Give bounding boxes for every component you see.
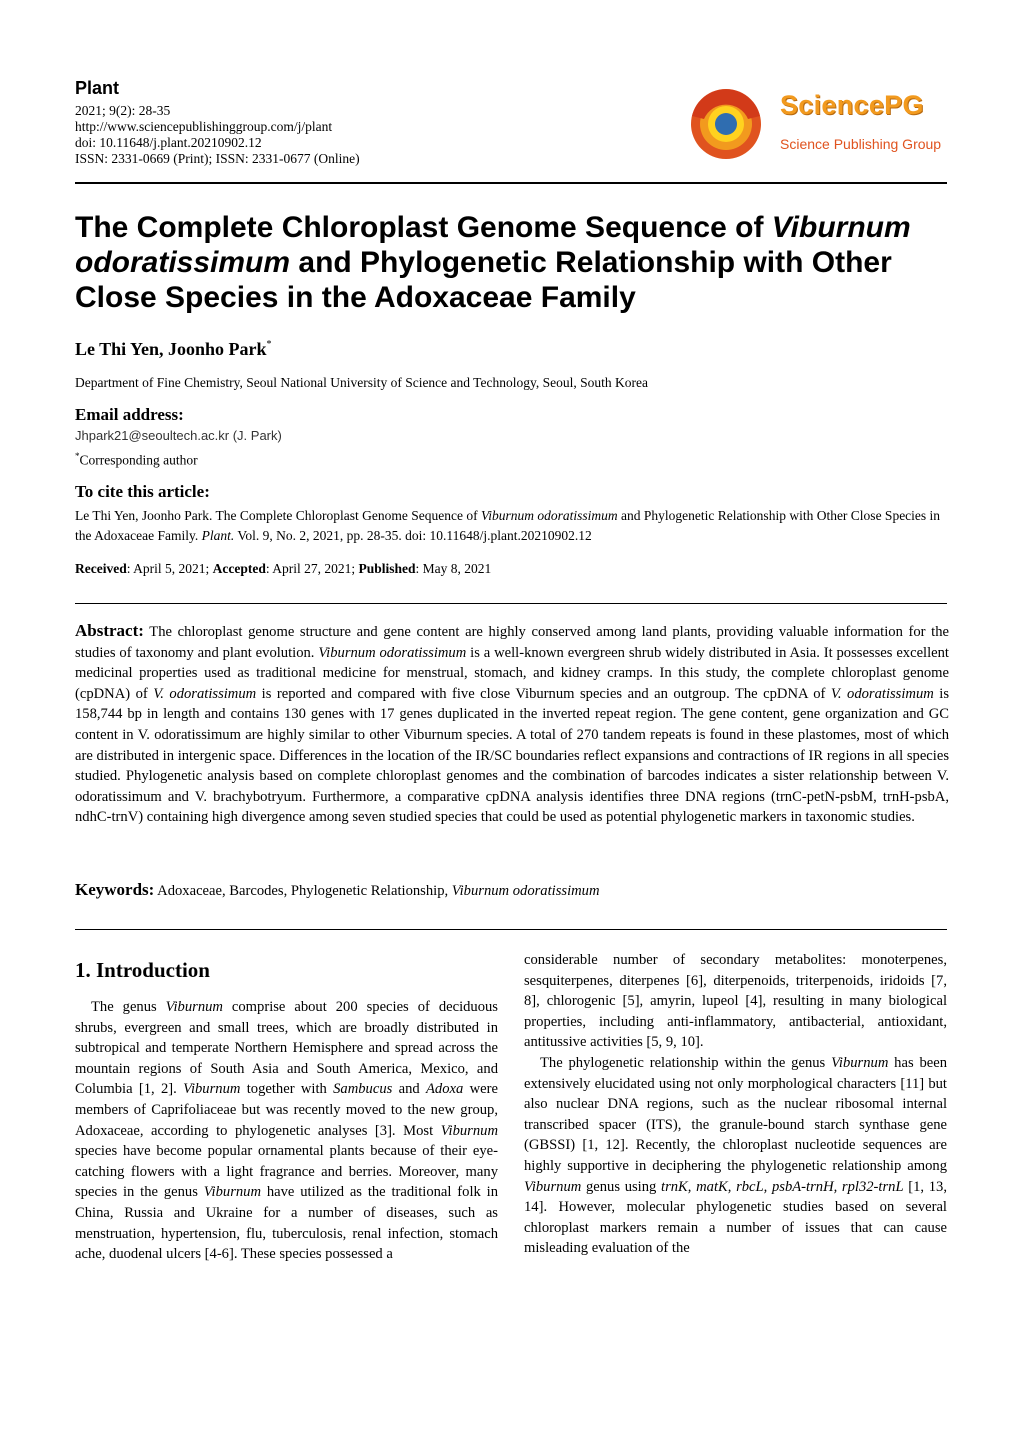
journal-volume: 2021; 9(2): 28-35	[75, 103, 171, 118]
logo-subtitle: Science Publishing Group	[780, 136, 942, 152]
abstract-text: is a well-known evergreen shrub widely distributed in Asia. It possesses excellent medicinal properties used as traditional medicine for menstrual, stomach, and kidney cramps. In this study, the complete chloroplast genome (cpDNA) of	[75, 644, 949, 702]
citation-part: and Phylogenetic Relationship with Other Close Species in the Adoxaceae Family.	[75, 508, 941, 543]
abstract-text: The chloroplast genome structure and gene content are highly conserved among land plants, providing valuable information for the studies of taxonomy and plant evolution.	[75, 624, 949, 661]
text: genus using	[581, 1178, 662, 1195]
abstract-species: V. odoratissimum	[830, 685, 934, 702]
journal-url[interactable]: http://www.sciencepublishinggroup.com/j/plant	[75, 119, 333, 134]
sciencepg-logo	[686, 86, 956, 162]
title-species: Viburnum odoratissimum	[75, 211, 911, 279]
species: Viburnum	[165, 999, 223, 1015]
abstract-species: V. odoratissimum	[153, 685, 257, 702]
published-date: : May 8, 2021	[415, 561, 492, 576]
abstract-bottom-divider	[75, 929, 947, 930]
abstract-text: is reported and compared with five close Viburnum species and an outgroup. The cpDNA of	[256, 685, 831, 702]
text: were members of Caprifoliaceae but was recently moved to the new group, Adoxaceae, according to phylogenetic analyses [3]. Most	[75, 1081, 498, 1139]
citation-species: Viburnum odoratissimum	[480, 508, 618, 523]
title-text-2: and Phylogenetic Relationship with Other Close Species in the Adoxaceae Family	[75, 246, 892, 314]
section-heading-introduction: 1. Introduction	[75, 958, 210, 982]
corresponding-asterisk: *	[75, 451, 80, 461]
paper-title	[75, 210, 955, 315]
text: [1, 13, 14]. However, molecular phylogenetic studies based on several chloroplast markers remain a number of issues that can cause misleading evaluation of the	[524, 1178, 947, 1257]
abstract-label: Abstract:	[75, 621, 144, 640]
abstract-species: Viburnum odoratissimum	[318, 644, 467, 661]
species: Viburnum	[183, 1081, 241, 1098]
journal-name: Plant	[75, 78, 120, 98]
text: together with	[240, 1081, 334, 1098]
keywords-label: Keywords:	[75, 880, 155, 899]
citation-text	[75, 506, 949, 546]
author-names: Le Thi Yen, Joonho Park	[75, 339, 267, 359]
species: Viburnum	[203, 1184, 262, 1201]
publication-dates	[75, 561, 491, 577]
keywords-text: Adoxaceae, Barcodes, Phylogenetic Relationship,	[154, 883, 452, 899]
published-label: Published	[358, 561, 416, 576]
received-label: Received	[75, 561, 127, 576]
text: species have become popular ornamental plants because of their eye-catching flowers with a light fragrance and berries. Moreover, many species in the genus	[75, 1143, 498, 1201]
accepted-label: Accepted	[212, 561, 266, 576]
abstract	[75, 621, 949, 828]
intro-paragraph	[75, 997, 498, 1265]
email-address[interactable]: Jhpark21@seoultech.ac.kr (J. Park)	[75, 428, 282, 443]
species: Adoxa	[426, 1081, 464, 1098]
corresponding-text: Corresponding author	[79, 452, 198, 468]
text: has been extensively elucidated using not only morphological characters [11] but also nuclear DNA regions, such as the nuclear ribosomal internal transcribed spacer (ITS), the granule-bound starch synthase gene (GBSSI) [1, 12]. Recently, the chloroplast nucleotide sequences are highly supportive in deciphering the phylogenetic relationship among	[524, 1054, 947, 1174]
corresponding-mark: *	[266, 339, 272, 350]
text: and	[392, 1081, 427, 1098]
species: Viburnum	[831, 1054, 889, 1071]
species: Viburnum	[524, 1178, 582, 1195]
abstract-text: is 158,744 bp in length and contains 130 genes with 17 genes duplicated in the inverted repeat region. The gene content, gene organization and GC content in V. odoratissimum are highly similar to other Viburnum species. A total of 270 tandem repeats is found in these plastomes, most of which are distributed in intergenic space. Differences in the location of the IR/SC boundaries reflect expansions and contractions of IR regions in all species studied. Phylogenetic analysis based on complete chloroplast genomes and the combination of barcodes indicates a sister relationship between V. odoratissimum and V. brachybotryum. Furthermore, a comparative cpDNA analysis identifies three DNA regions (trnC-petN-psbM, trnH-psbA, ndhC-trnV) containing high divergence among seven studied species that could be used as potential phylogenetic markers in taxonomic studies.	[75, 685, 950, 826]
gene-markers: trnK, matK, rbcL, psbA-trnH, rpl32-trnL	[661, 1178, 904, 1195]
keywords-species: Viburnum odoratissimum	[451, 883, 600, 899]
text: The phylogenetic relationship within the genus	[540, 1054, 832, 1071]
journal-issn: ISSN: 2331-0669 (Print); ISSN: 2331-0677 (Online)	[75, 151, 360, 166]
author-list	[75, 339, 272, 360]
citation-journal: Plant.	[201, 528, 235, 543]
email-heading: Email address:	[75, 405, 184, 424]
intro-paragraph-continued: considerable number of secondary metabolites: monoterpenes, sesquiterpenes, diterpenes [6], diterpenoids, triterpenoids, iridoids [7, 8], chlorogenic [5], amyrin, lupeol [4], resulting in many biological properties, including anti-inflammatory, antibacterial, antioxidant, antitussive activities [5, 9, 10].	[524, 952, 947, 1051]
text: have utilized as the traditional folk in China, Russia and Ukraine for a number of diseases, such as menstruation, hypertension, flu, tuberculosis, renal infection, stomach ache, duodenal ulcers [4-6]. These species possessed a	[75, 1184, 498, 1263]
affiliation: Department of Fine Chemistry, Seoul National University of Science and Technology, Seoul, South Korea	[75, 375, 648, 390]
citation-part: Le Thi Yen, Joonho Park. The Complete Chloroplast Genome Sequence of	[75, 508, 481, 523]
title-text-1: The Complete Chloroplast Genome Sequence of	[75, 211, 772, 244]
corresponding-note	[75, 451, 198, 469]
species: Sambucus	[333, 1081, 393, 1098]
intro-left-column	[75, 997, 498, 1265]
header-divider	[75, 182, 947, 184]
intro-right-column	[524, 950, 947, 1259]
journal-doi: doi: 10.11648/j.plant.20210902.12	[75, 135, 262, 150]
accepted-date: : April 27, 2021;	[265, 561, 359, 576]
species: Viburnum	[440, 1122, 498, 1139]
received-date: : April 5, 2021;	[126, 561, 213, 576]
logo-wordmark: SciencePG	[780, 90, 924, 120]
abstract-top-divider	[75, 603, 947, 604]
sciencepg-emblem-icon	[686, 86, 770, 162]
text: comprise about 200 species of deciduous shrubs, evergreen and small trees, which are broadly distributed in subtropical and temperate Northern Hemisphere and spread across the mountain regions of South Asia and South America, Mexico, and Columbia [1, 2].	[75, 999, 498, 1098]
text: The genus	[91, 999, 166, 1015]
intro-paragraph	[524, 1053, 947, 1259]
citation-heading: To cite this article:	[75, 482, 210, 501]
keywords	[75, 880, 949, 900]
journal-meta	[75, 103, 360, 167]
citation-part: Vol. 9, No. 2, 2021, pp. 28-35. doi: 10.11648/j.plant.20210902.12	[234, 528, 592, 543]
